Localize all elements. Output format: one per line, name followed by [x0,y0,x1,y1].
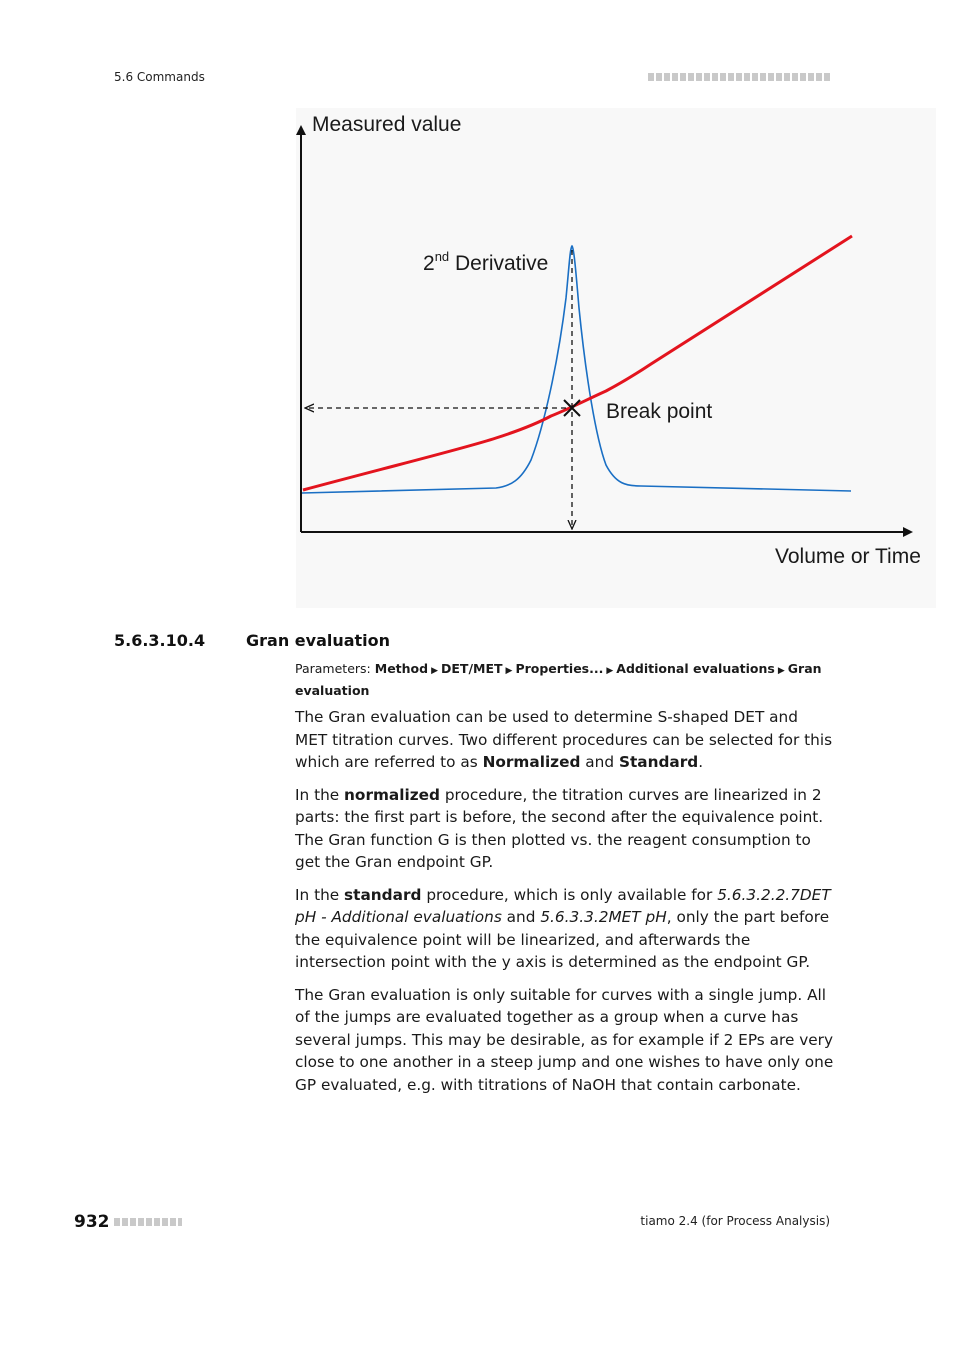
x-axis-label: Volume or Time [775,545,921,568]
path-item-det-met: DET/MET [441,661,503,676]
section-title: Gran evaluation [246,631,391,650]
page-number: 932 [74,1212,110,1232]
footer-product: tiamo 2.4 (for Process Analysis) [640,1214,830,1228]
body-text [295,706,835,1106]
header-decoration [648,73,830,81]
path-item-gran-evaluation: Gran evaluation [295,661,822,698]
path-item-method: Method [374,661,429,676]
running-header-section: 5.6 Commands [114,70,205,84]
parameters-path [295,659,835,700]
y-axis-label: Measured value [312,113,462,136]
path-item-properties: Properties... [515,661,604,676]
break-point-figure [296,108,936,608]
link-met-ph[interactable]: 5.6.3.3.2MET pH [540,908,667,926]
paragraph-4: The Gran evaluation is only suitable for curves with a single jump. All of the jumps are evaluated together as a group when a curve has several jumps. This may be desirable, as for example if 2 EPs are very close to one another in a steep jump and one wishes to have only one GP evaluated, e.g. with titrations of NaOH that contain carbonate. [295,985,834,1094]
paragraph-3: In the standard procedure, which is only available for 5.6.3.2.2.7DET pH - Additional evaluations and 5.6.3.3.2MET pH, only the part before the equivalence point will be linearized, and afterwards the intersection point with the y axis is determined as the endpoint GP. [295,885,831,971]
section-number: 5.6.3.10.4 [114,631,206,650]
link-det-ph[interactable]: 5.6.3.2.2.7DET pH - Additional evaluations [295,885,831,926]
parameters-label: Parameters: [295,661,371,676]
path-item-additional-evaluations: Additional evaluations [616,661,775,676]
paragraph-1: The Gran evaluation can be used to determine S-shaped DET and MET titration curves. Two different procedures can be selected for this which are referred to as Normalized and Standard. [295,708,833,771]
path-separator-icon: ▶ [777,666,785,676]
path-separator-icon: ▶ [431,666,438,676]
paragraph-2: In the normalized procedure, the titration curves are linearized in 2 parts: the first part is before, the second after the equivalence point. The Gran function G is then plotted vs. the reagent consumption to get the Gran endpoint GP. [295,785,824,871]
section-heading [114,631,390,650]
break-point-label: Break point [606,400,713,423]
derivative-label: 2nd Derivative [423,249,549,275]
footer-decoration [114,1218,182,1226]
path-separator-icon: ▶ [606,666,614,676]
path-separator-icon: ▶ [505,666,513,676]
